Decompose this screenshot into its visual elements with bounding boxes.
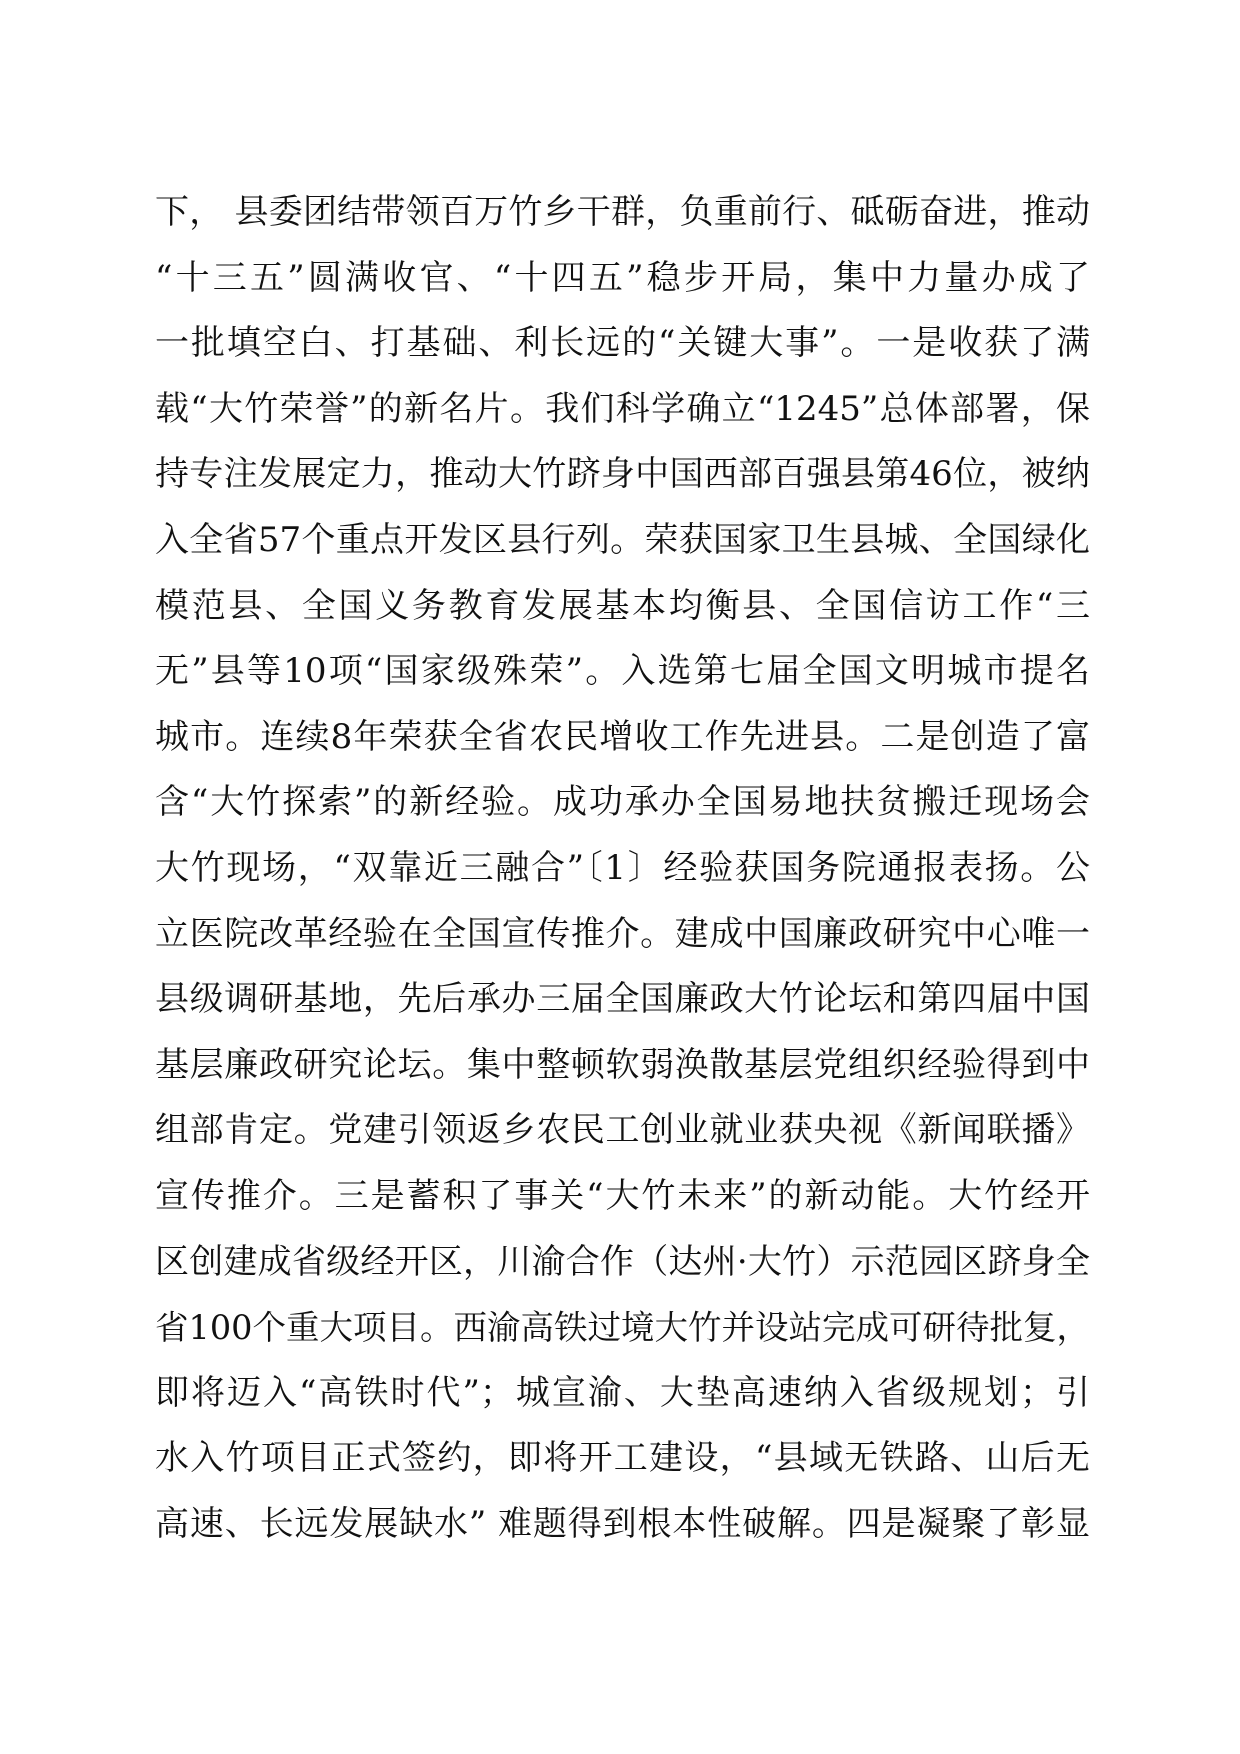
text-line: 大竹现场，“双靠近三融合”〔1〕经验获国务院通报表扬。公 — [155, 847, 1090, 888]
text-line: 载“大竹荣誉”的新名片。我们科学确立“1245”总体部署，保 — [155, 388, 1090, 429]
text-line: 持专注发展定力，推动大竹跻身中国西部百强县第46位，被纳 — [155, 454, 1090, 495]
text-line: 模范县、全国义务教育发展基本均衡县、全国信访工作“三 — [155, 585, 1090, 626]
text-line: 无”县等10项“国家级殊荣”。入选第七届全国文明城市提名 — [155, 651, 1090, 692]
text-line: 区创建成省级经开区，川渝合作（达州·大竹）示范园区跻身全 — [155, 1241, 1090, 1282]
text-line: 组部肯定。党建引领返乡农民工创业就业获央视《新闻联播》 — [155, 1110, 1090, 1151]
text-line: 城市。连续8年荣获全省农民增收工作先进县。二是创造了富 — [155, 716, 1090, 757]
body-paragraph — [155, 180, 1090, 1557]
text-line: 即将迈入“高铁时代”；城宣渝、大垫高速纳入省级规划；引 — [155, 1372, 1090, 1413]
text-line: 高速、长远发展缺水” 难题得到根本性破解。四是凝聚了彰显 — [155, 1503, 1090, 1544]
text-line: 下， 县委团结带领百万竹乡干群，负重前行、砥砺奋进，推动 — [155, 192, 1090, 232]
text-line: 水入竹项目正式签约，即将开工建设，“县域无铁路、山后无 — [155, 1438, 1090, 1479]
text-line: 省100个重大项目。西渝高铁过境大竹并设站完成可研待批复， — [155, 1308, 1090, 1348]
text-line: 县级调研基地，先后承办三届全国廉政大竹论坛和第四届中国 — [155, 979, 1090, 1020]
text-line: 入全省57个重点开发区县行列。荣获国家卫生县城、全国绿化 — [155, 519, 1090, 560]
text-line: 立医院改革经验在全国宣传推介。建成中国廉政研究中心唯一 — [155, 913, 1090, 954]
text-line: 一批填空白、打基础、利长远的“关键大事”。一是收获了满 — [155, 323, 1090, 364]
text-line: “十三五”圆满收官、“十四五”稳步开局，集中力量办成了 — [155, 257, 1090, 298]
text-line: 含“大竹探索”的新经验。成功承办全国易地扶贫搬迁现场会 — [155, 782, 1090, 823]
text-line: 基层廉政研究论坛。集中整顿软弱涣散基层党组织经验得到中 — [155, 1044, 1090, 1085]
text-line: 宣传推介。三是蓄积了事关“大竹未来”的新动能。大竹经开 — [155, 1175, 1090, 1216]
